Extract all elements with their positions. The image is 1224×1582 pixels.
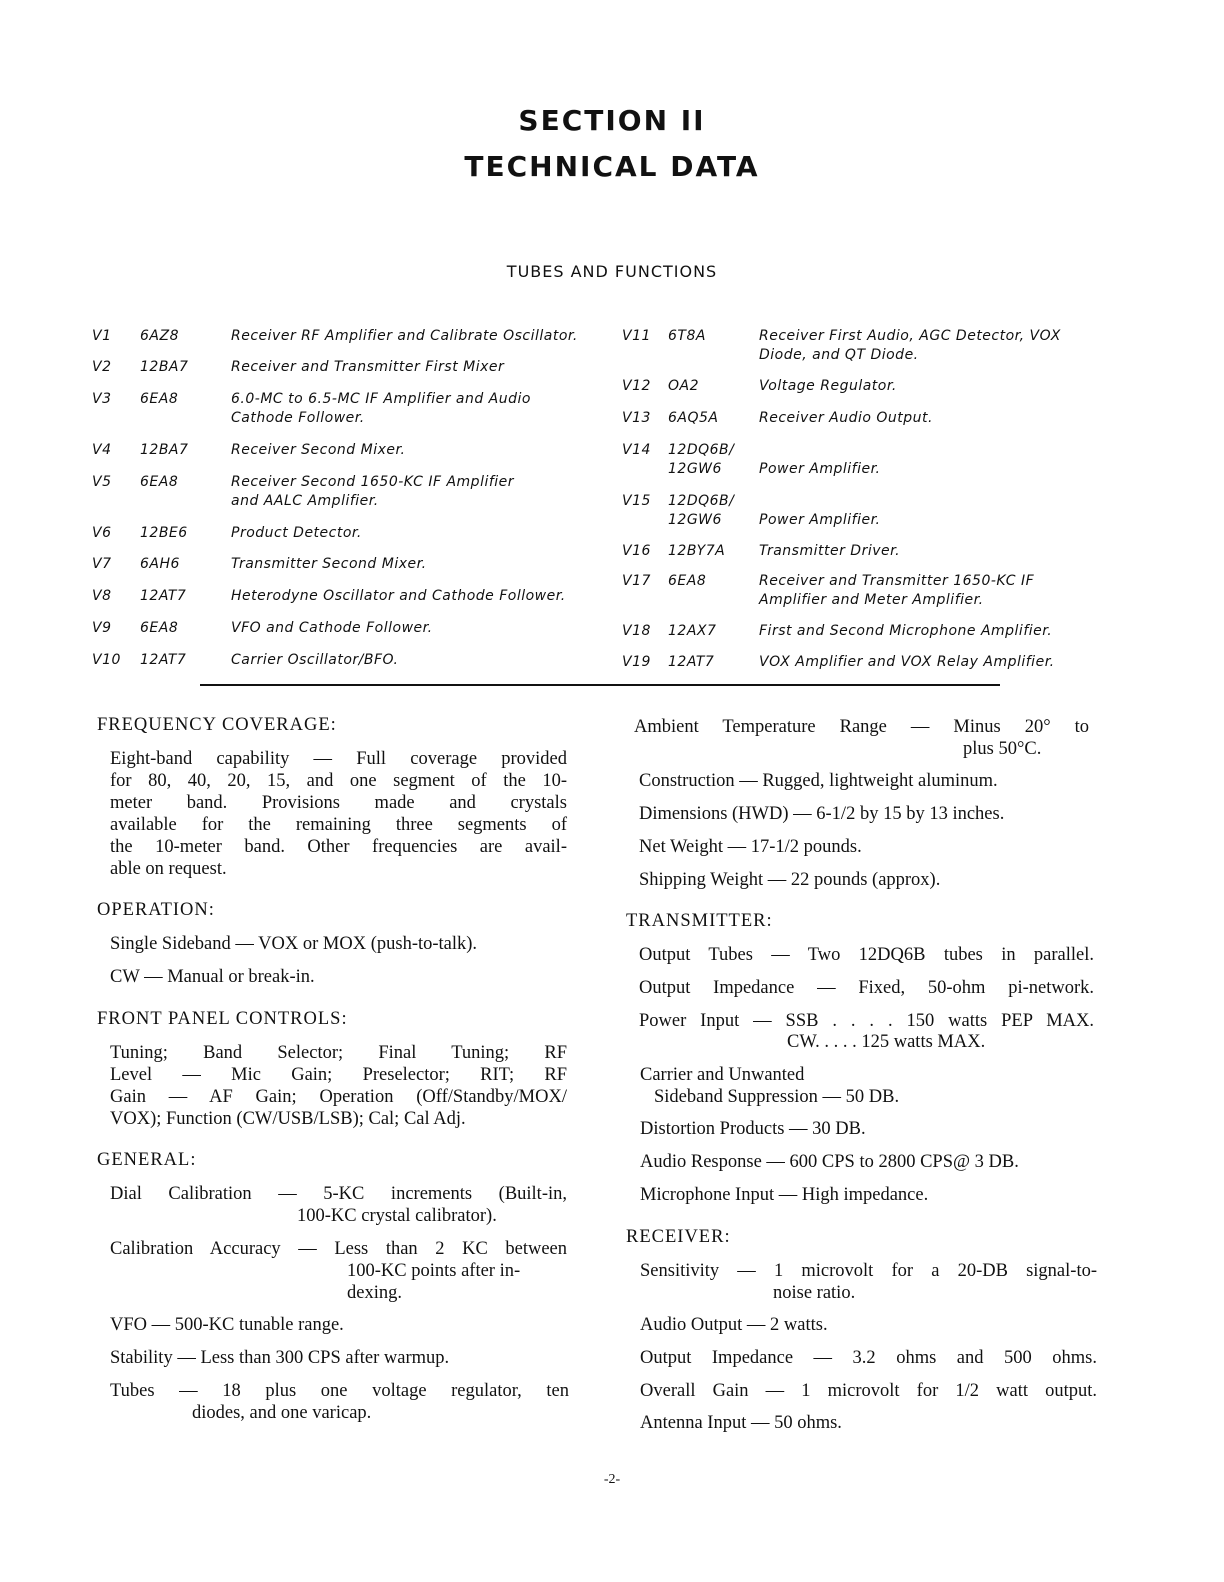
controls-line: VOX); Function (CW/USB/LSB); Cal; Cal Adj. (110, 1109, 466, 1129)
ambient-temperature-cont: plus 50°C. (963, 739, 1042, 759)
overall-gain: Overall Gain — 1 microvolt for 1/2 watt output. (640, 1381, 1097, 1401)
operation-heading: OPERATION: (97, 900, 215, 920)
operation-cw: CW — Manual or break-in. (110, 967, 315, 987)
tube-number: V15 (622, 493, 651, 509)
tube-function: 6.0-MC to 6.5-MC IF Amplifier and Audio Cathode Follower. (231, 391, 531, 426)
tube-number: V9 (92, 620, 112, 636)
tube-number: V16 (622, 543, 651, 559)
tube-function: Receiver RF Amplifier and Calibrate Oscillator. (231, 328, 578, 344)
tube-type: 12AT7 (668, 654, 715, 670)
tube-function: First and Second Microphone Amplifier. (759, 623, 1053, 639)
sensitivity-cont: noise ratio. (773, 1283, 856, 1303)
output-tubes: Output Tubes — Two 12DQ6B tubes in parallel. (639, 945, 1094, 965)
dimensions: Dimensions (HWD) — 6-1/2 by 15 by 13 inches. (639, 804, 1005, 824)
frequency-line: the 10-meter band. Other frequencies are avail- (110, 837, 567, 857)
carrier-suppression: Carrier and Unwanted (640, 1065, 805, 1085)
calibration-accuracy: Calibration Accuracy — Less than 2 KC between (110, 1239, 567, 1259)
transmitter-heading: TRANSMITTER: (626, 911, 773, 931)
tube-function: Power Amplifier. (759, 512, 881, 528)
tube-function: Receiver and Transmitter 1650-KC IF Amplifier and Meter Amplifier. (759, 573, 1035, 608)
tube-function: Heterodyne Oscillator and Cathode Follower. (231, 588, 566, 604)
tube-type: 6EA8 (140, 620, 179, 636)
tube-function: Receiver First Audio, AGC Detector, VOX Diode, and QT Diode. (759, 328, 1061, 363)
dial-calibration-cont: 100-KC crystal calibrator). (297, 1206, 497, 1226)
power-input-ssb: Power Input — SSB . . . . 150 watts PEP MAX. (639, 1011, 1094, 1031)
tube-number: V3 (92, 391, 112, 407)
tube-type: 6T8A (668, 328, 706, 344)
tube-number: V7 (92, 556, 112, 572)
microphone-input: Microphone Input — High impedance. (640, 1185, 929, 1205)
sensitivity: Sensitivity — 1 microvolt for a 20-DB signal-to- (640, 1261, 1097, 1281)
output-impedance-rx: Output Impedance — 3.2 ohms and 500 ohms. (640, 1348, 1097, 1368)
audio-output: Audio Output — 2 watts. (640, 1315, 828, 1335)
tube-type: 12BY7A (668, 543, 726, 559)
tube-function: Product Detector. (231, 525, 362, 541)
tube-number: V6 (92, 525, 112, 541)
tube-function: VOX Amplifier and VOX Relay Amplifier. (759, 654, 1055, 670)
tube-type: OA2 (668, 378, 700, 394)
technical-data-title: TECHNICAL DATA (464, 150, 760, 183)
ambient-temperature: Ambient Temperature Range — Minus 20° to (634, 717, 1089, 737)
tube-type: 6EA8 (668, 573, 707, 589)
tube-type: 6EA8 (140, 474, 179, 490)
tube-function: VFO and Cathode Follower. (231, 620, 433, 636)
construction: Construction — Rugged, lightweight aluminum. (639, 771, 998, 791)
tube-type: 12AT7 (140, 652, 187, 668)
tube-function: Transmitter Second Mixer. (231, 556, 427, 572)
front-panel-controls-heading: FRONT PANEL CONTROLS: (97, 1009, 348, 1029)
tubes-count-cont: diodes, and one varicap. (192, 1403, 372, 1423)
general-heading: GENERAL: (97, 1150, 197, 1170)
tube-function: Transmitter Driver. (759, 543, 901, 559)
calibration-accuracy-cont: dexing. (347, 1283, 402, 1303)
tube-type: 12BE6 (140, 525, 188, 541)
tube-function: Receiver and Transmitter First Mixer (231, 359, 505, 375)
frequency-line: available for the remaining three segments of (110, 815, 567, 835)
audio-response: Audio Response — 600 CPS to 2800 CPS@ 3 DB. (640, 1152, 1019, 1172)
shipping-weight: Shipping Weight — 22 pounds (approx). (639, 870, 941, 890)
tubes-count: Tubes — 18 plus one voltage regulator, ten (110, 1381, 569, 1401)
tube-type: 12BA7 (140, 442, 189, 458)
controls-line: Gain — AF Gain; Operation (Off/Standby/MOX/ (110, 1087, 567, 1107)
tube-function: Voltage Regulator. (759, 378, 897, 394)
distortion-products: Distortion Products — 30 DB. (640, 1119, 866, 1139)
tube-number: V4 (92, 442, 112, 458)
tube-type: 6AQ5A (668, 410, 719, 426)
tube-number: V5 (92, 474, 112, 490)
tube-number: V2 (92, 359, 112, 375)
stability: Stability — Less than 300 CPS after warmup. (110, 1348, 450, 1368)
tube-type: 12DQ6B/ (668, 442, 735, 458)
tube-type-alt: 12GW6 (668, 461, 722, 477)
page-number: -2- (603, 1472, 621, 1487)
tube-type: 12AX7 (668, 623, 717, 639)
operation-ssb: Single Sideband — VOX or MOX (push-to-talk). (110, 934, 478, 954)
dial-calibration: Dial Calibration — 5-KC increments (Built-in, (110, 1184, 567, 1204)
tube-type: 6EA8 (140, 391, 179, 407)
net-weight: Net Weight — 17-1/2 pounds. (639, 837, 862, 857)
tube-function: Receiver Second Mixer. (231, 442, 406, 458)
tube-number: V13 (622, 410, 651, 426)
controls-line: Level — Mic Gain; Preselector; RIT; RF (110, 1065, 567, 1085)
tube-number: V19 (622, 654, 651, 670)
tube-type: 12AT7 (140, 588, 187, 604)
frequency-line: able on request. (110, 859, 227, 879)
frequency-line: meter band. Provisions made and crystals (110, 793, 567, 813)
tube-type-alt: 12GW6 (668, 512, 722, 528)
carrier-suppression-cont: Sideband Suppression — 50 DB. (654, 1087, 900, 1107)
tube-number: V1 (92, 328, 112, 344)
controls-line: Tuning; Band Selector; Final Tuning; RF (110, 1043, 567, 1063)
tubes-heading: TUBES AND FUNCTIONS (506, 262, 718, 281)
tube-type: 12BA7 (140, 359, 189, 375)
receiver-heading: RECEIVER: (626, 1227, 731, 1247)
tube-type: 6AH6 (140, 556, 180, 572)
antenna-input: Antenna Input — 50 ohms. (640, 1413, 842, 1433)
calibration-accuracy-cont: 100-KC points after in- (347, 1261, 521, 1281)
divider-rule (200, 684, 1000, 686)
tube-type: 6AZ8 (140, 328, 179, 344)
tube-number: V12 (622, 378, 651, 394)
frequency-coverage-heading: FREQUENCY COVERAGE: (97, 715, 337, 735)
output-impedance-tx: Output Impedance — Fixed, 50-ohm pi-network. (639, 978, 1094, 998)
section-title: SECTION II (518, 104, 706, 137)
tube-number: V10 (92, 652, 121, 668)
tube-type: 12DQ6B/ (668, 493, 735, 509)
tube-number: V14 (622, 442, 651, 458)
tube-function: Receiver Audio Output. (759, 410, 933, 426)
tube-function: Receiver Second 1650-KC IF Amplifier and AALC Amplifier. (231, 474, 515, 509)
tube-function: Carrier Oscillator/BFO. (231, 652, 399, 668)
tube-number: V8 (92, 588, 112, 604)
tube-function: Power Amplifier. (759, 461, 881, 477)
power-input-cw: CW. . . . . 125 watts MAX. (787, 1032, 986, 1052)
tube-number: V17 (622, 573, 651, 589)
frequency-line: for 80, 40, 20, 15, and one segment of the 10- (110, 771, 567, 791)
tube-number: V11 (622, 328, 651, 344)
vfo-range: VFO — 500-KC tunable range. (110, 1315, 344, 1335)
tube-number: V18 (622, 623, 651, 639)
frequency-line: Eight-band capability — Full coverage provided (110, 749, 567, 769)
